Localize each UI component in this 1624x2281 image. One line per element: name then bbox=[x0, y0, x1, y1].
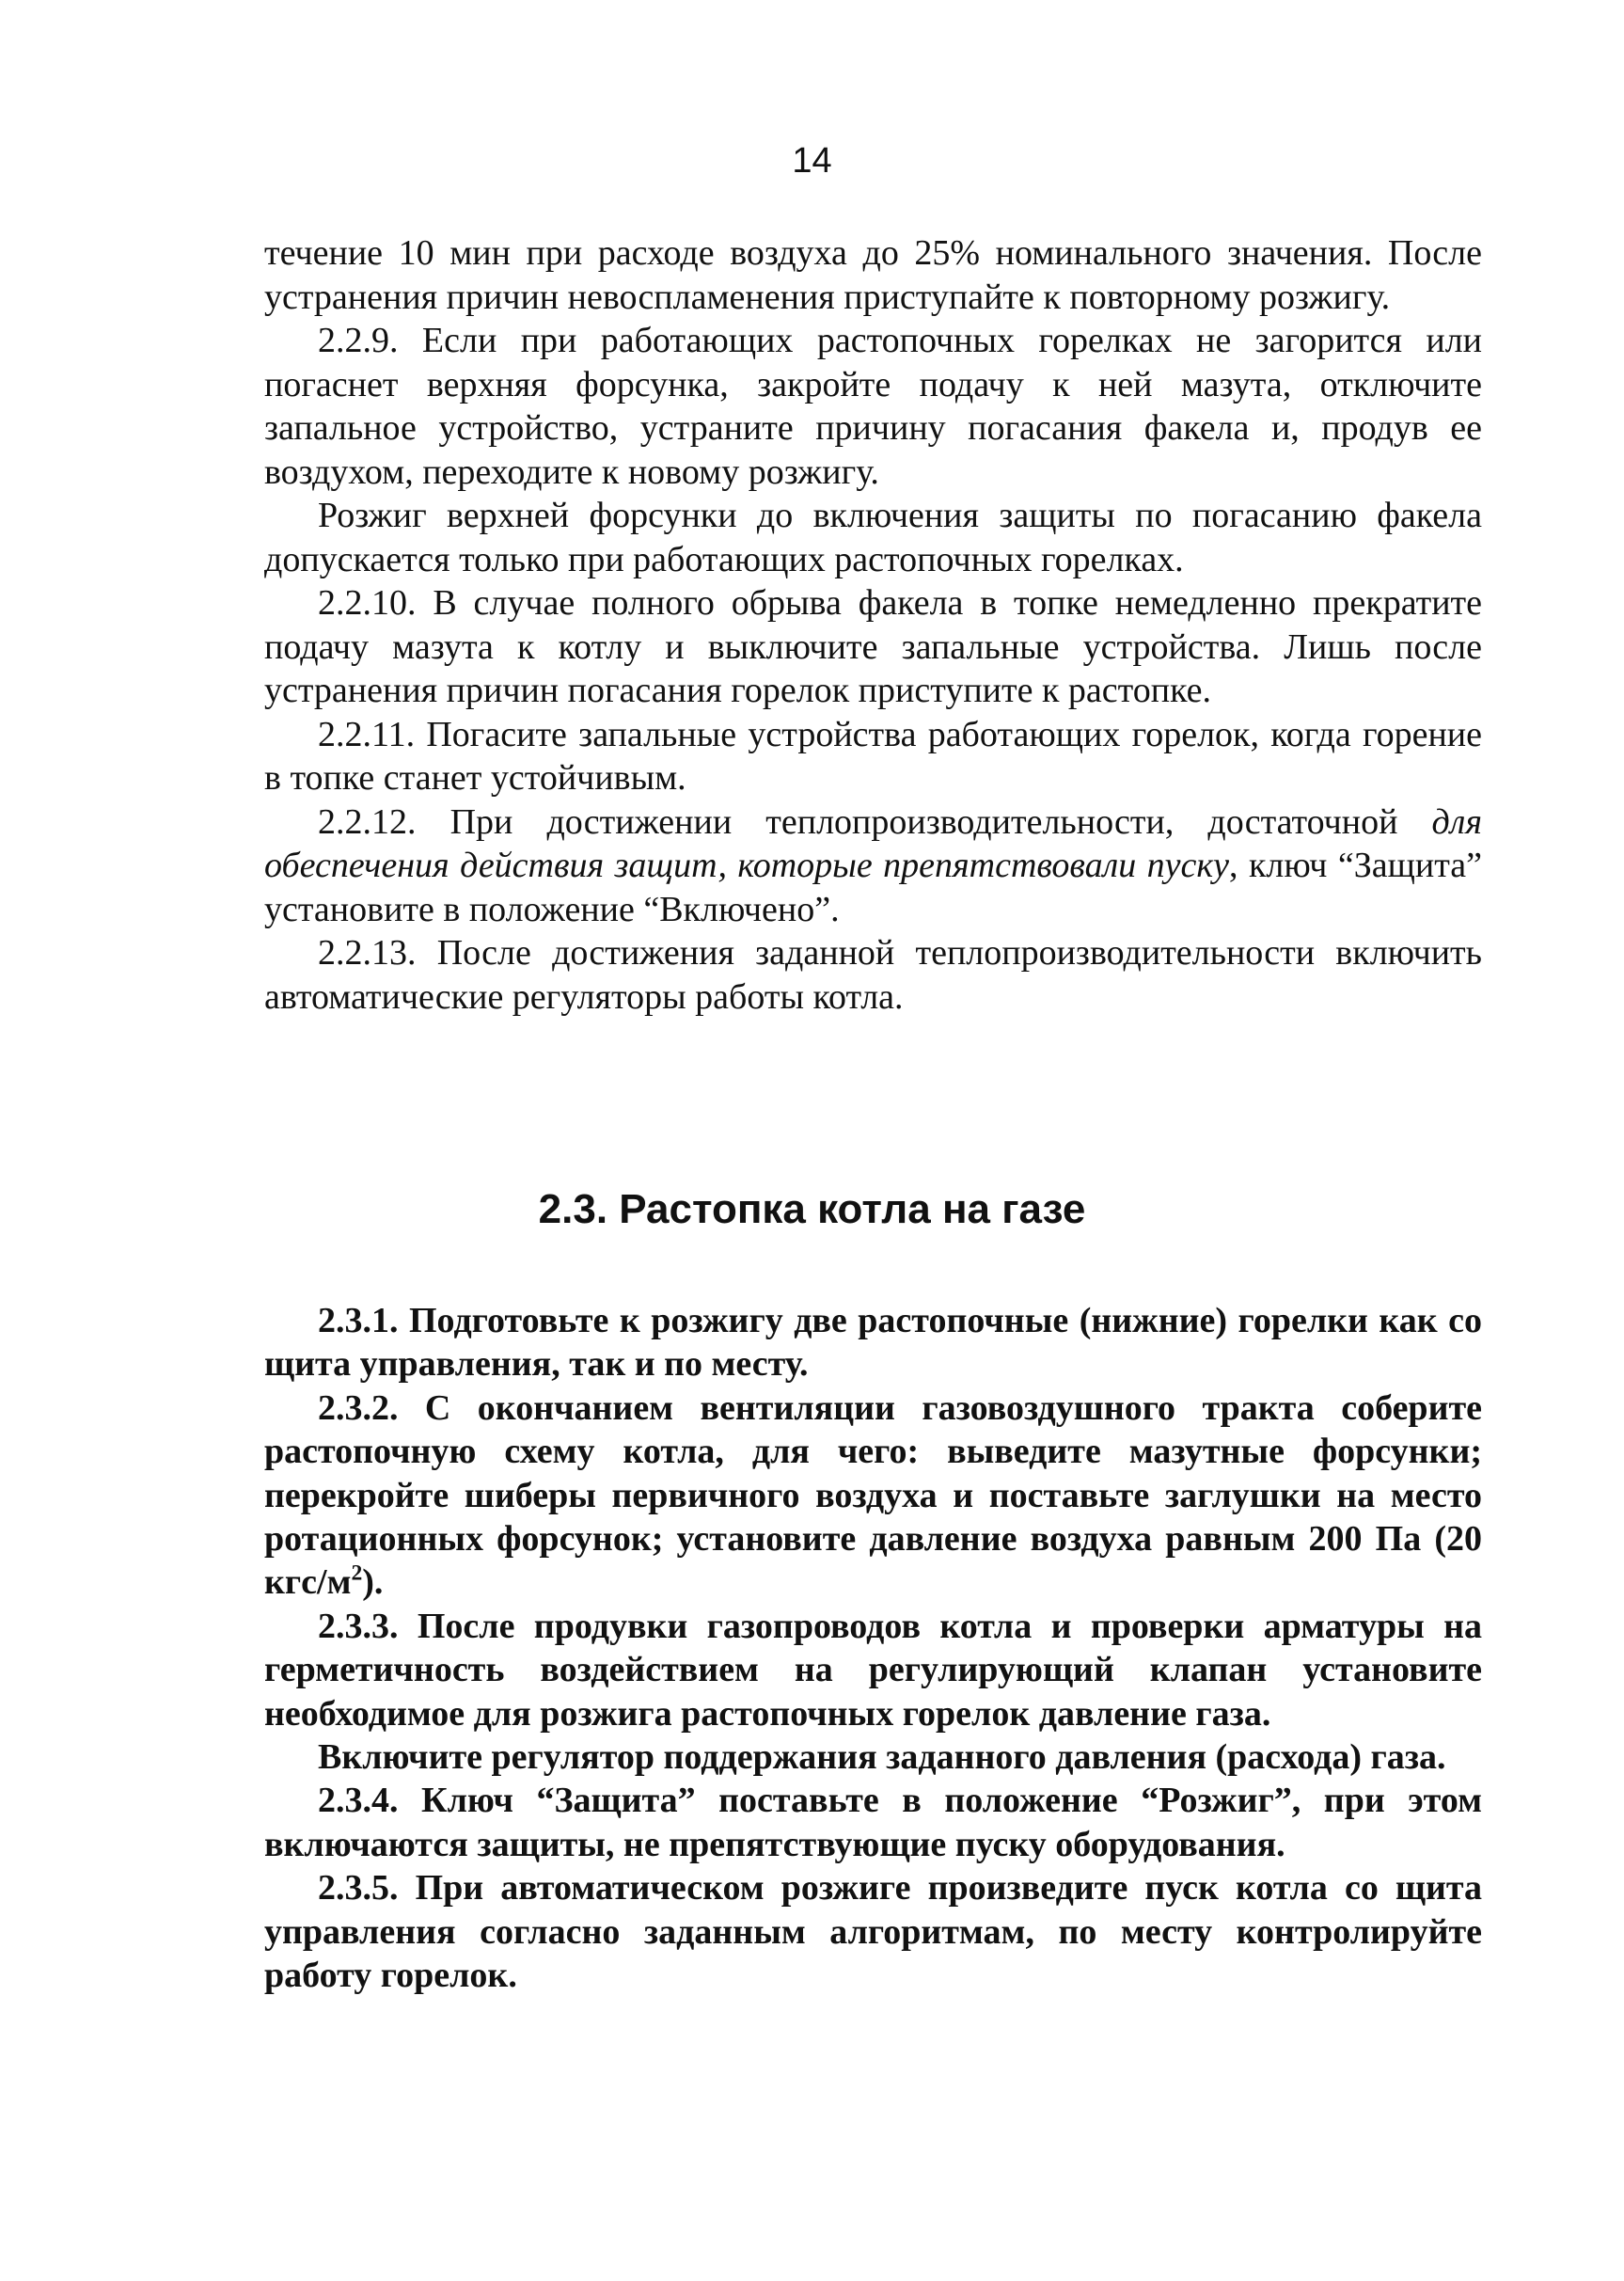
paragraph-2-2-13: 2.2.13. После достижения заданной теплопроизводительности включить автоматические регуляторы работы котла. bbox=[264, 933, 1482, 1017]
paragraph-2-3-1: 2.3.1. Подготовьте к розжигу две растопочные (нижние) горелки как со щита управления, так и по месту. bbox=[264, 1301, 1482, 1385]
paragraph-2-2-9: 2.2.9. Если при работающих растопочных горелках не загорится или погаснет верхняя форсунка, закройте подачу к ней мазута, отключите запальное устройство, устраните причину погасания факела и, продув ее воздухом, переходите к новому розжигу. bbox=[264, 321, 1482, 492]
paragraph-2-3-4: 2.3.4. Ключ “Защита” поставьте в положение “Розжиг”, при этом включаются защиты, не препятствующие пуску оборудования. bbox=[264, 1781, 1482, 1864]
paragraph-2-2-12 bbox=[264, 800, 1482, 932]
paragraph-upper-burner-note: Розжиг верхней форсунки до включения защиты по погасанию факела допускается только при работающих растопочных горелках. bbox=[264, 496, 1482, 579]
page-number: 14 bbox=[792, 141, 832, 181]
paragraph-2-2-12-start: 2.2.12. При достижении теплопроизводительности, достаточной bbox=[318, 801, 1432, 842]
paragraph-2-2-10: 2.2.10. В случае полного обрыва факела в топке немедленно прекратите подачу мазута к котлу и выключите запальные устройства. Лишь после устранения причин погасания горелок приступите к растопке. bbox=[264, 583, 1482, 710]
body-text-section-2-3 bbox=[264, 1299, 1482, 1998]
paragraph-2-2-12-italic: для обеспечения действия защит, которые препятствовали пуску bbox=[264, 801, 1482, 885]
section-heading: 2.3. Растопка котла на газе bbox=[538, 1186, 1086, 1232]
paragraph-regulator: Включите регулятор поддержания заданного давления (расхода) газа. bbox=[318, 1737, 1446, 1778]
paragraph-2-3-2 bbox=[264, 1386, 1482, 1605]
paragraph-2-3-3: 2.3.3. После продувки газопроводов котла и проверки арматуры на герметичность воздействием на регулирующий клапан установите необходимое для розжига растопочных горелок давление газа. bbox=[264, 1606, 1482, 1734]
paragraph-2-3-5: 2.3.5. При автоматическом розжиге произведите пуск котла со щита управления согласно заданным алгоритмам, по месту контролируйте работу горелок. bbox=[264, 1868, 1482, 1996]
paragraph-2-2-12-end: , ключ “Защита” установите в положение “Включено”. bbox=[264, 846, 1482, 929]
paragraph-continuation: течение 10 мин при расходе воздуха до 25% номинального значения. После устранения причин невоспламенения приступайте к повторному розжигу. bbox=[264, 233, 1482, 317]
paragraph-2-2-11: 2.2.11. Погасите запальные устройства работающих горелок, когда горение в топке станет устойчивым. bbox=[264, 714, 1482, 798]
paragraph-2-3-2-end: ). bbox=[362, 1562, 384, 1603]
body-text-section-2-2 bbox=[264, 231, 1482, 1019]
superscript: 2 bbox=[351, 1560, 363, 1586]
paragraph-2-3-2-text: 2.3.2. С окончанием вентиляции газовоздушного тракта соберите растопочную схему котла, для чего: выведите мазутные форсунки; перекройте шиберы первичного воздуха и поставьте заглушки на место ротационных форсунок; установите давление воздуха равным 200 Па (20 кгс/м bbox=[264, 1387, 1482, 1603]
